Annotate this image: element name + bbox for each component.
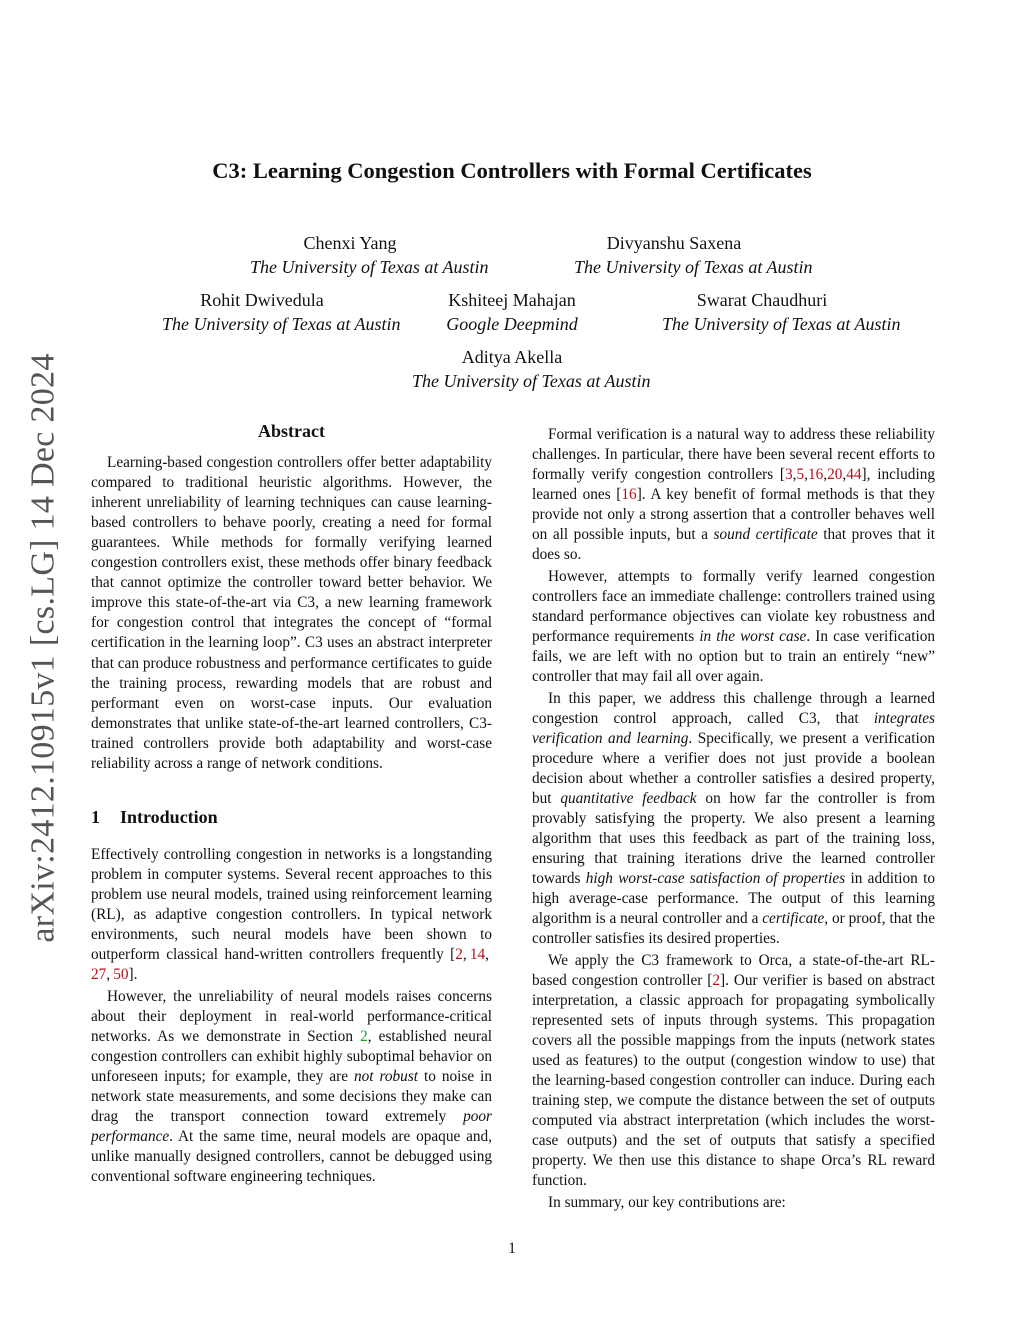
- author-affiliation: The University of Texas at Austin: [412, 371, 651, 391]
- citation-link[interactable]: 5: [796, 466, 805, 484]
- paragraph: We apply the C3 framework to Orca, a state-of-the-art RL-based congestion controller [2]. Our verifier is based on abstract interpretation, a classic approach for propagating symbolically represented sets of inputs through systems. This propagation covers all the possible mappings from the inputs (network states used as features) to the output (congestion window to use) that the learning-based congestion controller can induce. During each training step, we compute the distance between the set of outputs computed via abstract interpretation (which includes the worst-case outputs) and the set of outputs that satisfy a specified property. We then use this distance to shape Orca’s RL reward function.: [532, 951, 935, 1190]
- citation-link[interactable]: 2: [712, 971, 721, 989]
- citation-link[interactable]: 44: [846, 466, 862, 484]
- author-name: Aditya Akella: [461, 347, 563, 367]
- citation-link[interactable]: 16: [621, 486, 637, 504]
- author-block: [574, 231, 813, 279]
- author-affiliation: The University of Texas at Austin: [250, 257, 489, 277]
- author-affiliation: The University of Texas at Austin: [662, 314, 901, 334]
- abstract-text: Learning-based congestion controllers offer better adaptability compared to traditional heuristic algorithms. However, the inherent unreliability of learning techniques can cause learning-based controllers to behave poorly, creating a need for formal guarantees. While methods for formally verifying learned congestion controllers exist, these methods offer binary feedback that cannot optimize the controller toward better behavior. We improve this state-of-the-art via C3, a new learning framework for congestion control that integrates the concept of “formal certification in the learning loop”. C3 uses an abstract interpreter that can produce robustness and performance certificates to guide the training process, rewarding models that are robust and performant even on worst-case inputs. Our evaluation demonstrates that unlike state-of-the-art learned controllers, C3-trained controllers provide both adaptability and worst-case reliability across a range of network conditions.: [91, 454, 492, 772]
- paragraph: In this paper, we address this challenge through a learned congestion control approach, called C3, that integrates verification and learning. Specifically, we present a verification procedure where a verifier does not just provide a boolean decision about whether a controller satisfies a desired property, but quantitative feedback on how far the controller is from provably satisfying the property. We also present a learning algorithm that uses this feedback as part of the training loss, ensuring that training iterations drive the learned controller towards high worst-case satisfaction of properties in addition to high average-case performance. The output of this learning algorithm is a neural controller and a certificate, or proof, that the controller satisfies its desired properties.: [532, 689, 935, 948]
- citation-link[interactable]: 20: [827, 466, 843, 484]
- section-link[interactable]: 2: [360, 1027, 368, 1045]
- paragraph: However, the unreliability of neural models raises concerns about their deployment in real-world performance-critical networks. As we demonstrate in Section 2, established neural congestion controllers can exhibit highly suboptimal behavior on unforeseen inputs; for example, they are not robust to noise in network state measurements, and some decisions they make can drag the transport connection toward extremely poor performance. At the same time, neural models are opaque and, unlike manually designed controllers, cannot be debugged using conventional software engineering techniques.: [91, 987, 493, 1186]
- citation-link[interactable]: 3: [785, 466, 793, 484]
- author-name: Rohit Dwivedula: [200, 290, 324, 310]
- citation-link[interactable]: 16: [807, 466, 824, 484]
- author-block: [250, 231, 489, 279]
- right-column: [532, 425, 935, 1213]
- citation-link[interactable]: 14: [469, 946, 486, 964]
- abstract-heading: Abstract: [258, 421, 325, 441]
- section-title: Introduction: [120, 806, 218, 827]
- paragraph: In summary, our key contributions are:: [548, 1193, 786, 1211]
- page-number: 1: [508, 1240, 516, 1257]
- paper-title: C3: Learning Congestion Controllers with Formal Certificates: [212, 158, 812, 183]
- arxiv-id: arXiv:2412.10915v1 [cs.LG] 14 Dec 2024: [25, 352, 63, 943]
- arxiv-watermark: [20, 352, 68, 943]
- author-name: Divyanshu Saxena: [606, 233, 742, 253]
- author-name: Chenxi Yang: [303, 233, 397, 253]
- author-block: [662, 288, 901, 336]
- author-affiliation: Google Deepmind: [446, 314, 578, 334]
- author-affiliation: The University of Texas at Austin: [162, 314, 401, 334]
- author-name: Swarat Chaudhuri: [696, 290, 828, 310]
- citation-link[interactable]: 27: [91, 966, 107, 984]
- left-column: [91, 421, 492, 1187]
- section-heading: [91, 807, 492, 827]
- author-block: [162, 288, 401, 336]
- paragraph: However, attempts to formally verify learned congestion controllers face an immediate challenge: controllers trained using standard performance objectives can violate key robustness and performance requirements in the worst case. In case verification fails, we are left with no option but to train an entirely “new” controller that may fail all over again.: [532, 567, 935, 686]
- paragraph: Formal verification is a natural way to address these reliability challenges. In particular, there have been several recent efforts to formally verify congestion controllers [3,5,16,20,44], including learned ones [16]. A key benefit of formal methods is that they provide not only a strong assertion that a controller behaves well on all possible inputs, but a sound certificate that proves that it does so.: [532, 426, 935, 564]
- author-name: Kshiteej Mahajan: [448, 290, 576, 310]
- author-block: [412, 288, 612, 336]
- citation-link[interactable]: 50: [113, 966, 129, 984]
- paragraph: Effectively controlling congestion in networks is a longstanding problem in computer systems. Several recent approaches to this problem use neural models, trained using reinforcement learning (RL), as adaptive congestion controllers. In typical network environments, such neural models have been shown to outperform classical hand-written controllers frequently [2, 14, 27, 50].: [91, 845, 492, 984]
- author-affiliation: The University of Texas at Austin: [574, 257, 813, 277]
- citation-link[interactable]: 2: [455, 946, 463, 964]
- author-block: [412, 345, 651, 393]
- section-number: 1: [91, 806, 100, 827]
